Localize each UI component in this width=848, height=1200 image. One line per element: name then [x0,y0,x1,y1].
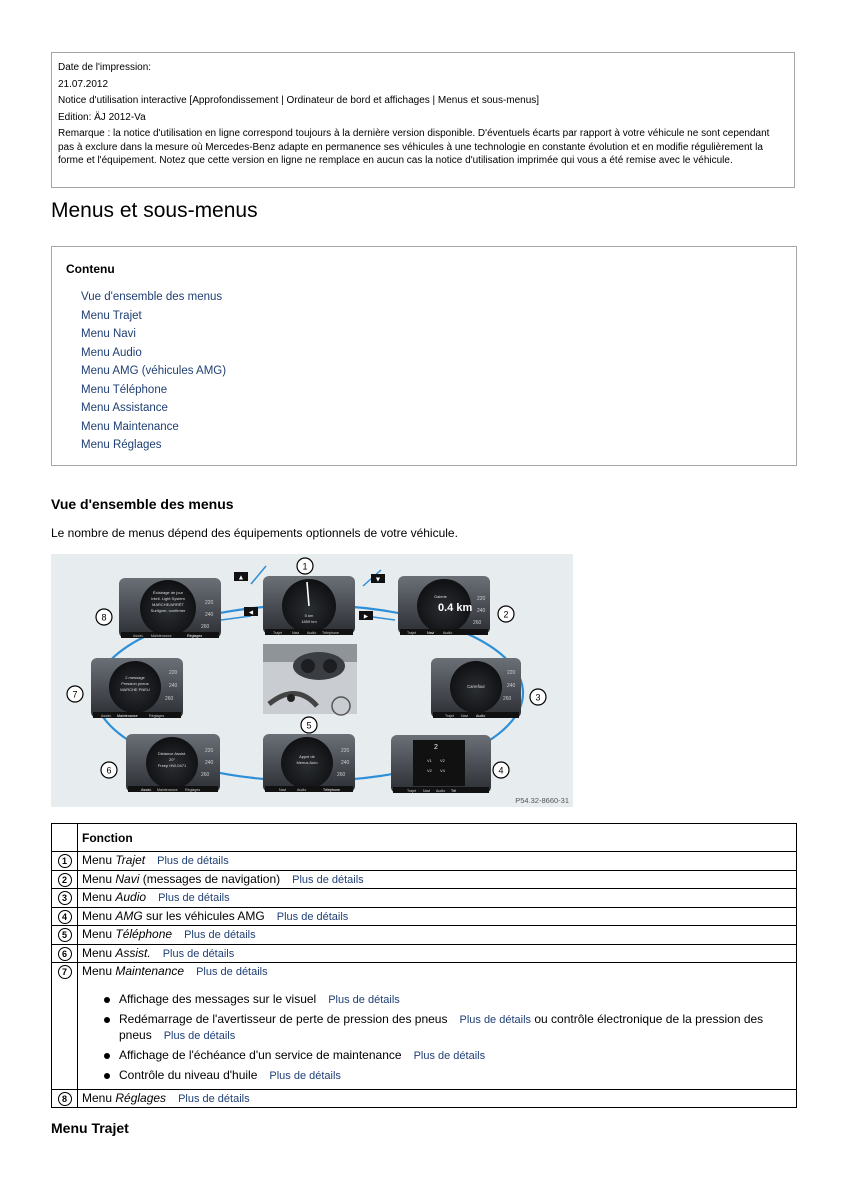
table-row [52,944,797,963]
toc-item [81,325,796,344]
print-info-box [51,52,795,188]
s7-tab-0: Assist. [101,714,112,718]
details-link-reglages[interactable]: Plus de détails [178,1092,250,1105]
toc-link-amg[interactable]: Menu AMG (véhicules AMG) [81,365,227,377]
row-menu-name: Audio [115,890,147,904]
s8-text-2: MARCHE/ARRÊT [151,602,185,607]
row-number: 5 [58,928,72,942]
toc-item [81,436,796,455]
row-prefix: Menu [82,945,116,960]
toc-link-trajet[interactable]: Menu Trajet [81,309,142,322]
table-row [52,907,797,926]
s8-text-3: Surligner, confirmer [150,608,186,613]
list-item [102,1048,792,1064]
toc-item [81,399,796,418]
list-item [102,992,792,1008]
row-number: 4 [58,910,72,924]
details-link-pressure-control[interactable]: Plus de détails [163,1029,236,1042]
s6-tab-1: Maintenance [157,788,178,792]
details-link-amg[interactable]: Plus de détails [276,910,349,923]
details-link-telephone[interactable]: Plus de détails [184,929,256,941]
s8-tick-2: 260 [201,624,210,630]
s5-tick-0: 220 [341,748,350,754]
toc-list [66,288,796,455]
details-link-trajet[interactable]: Plus de détails [157,855,229,867]
table-header-empty [52,824,78,852]
s2-tick-1: 240 [477,608,486,614]
s6-tab-0: Assist. [141,788,152,792]
table-row [52,852,797,871]
s7-tick-0: 220 [169,670,178,676]
details-link-service[interactable]: Plus de détails [413,1049,486,1062]
details-link-navi[interactable]: Plus de détails [292,873,364,886]
edition: Edition: ÄJ 2012-Va [58,111,146,123]
callout-4: 4 [498,765,504,776]
s3-tab-0: Trajet [445,714,455,718]
s4-text-0: 2 [434,744,438,751]
s5-tab-1: Audio [297,788,307,792]
cluster-screen-telephone [263,734,355,792]
row-menu-name: Assist. [115,945,151,960]
print-date-label: Date de l'impression: [58,62,152,73]
s8-text-0: Éclairage de jour [152,590,184,595]
table-header-row [52,824,797,852]
details-link-oil[interactable]: Plus de détails [269,1069,341,1082]
row-number: 7 [58,965,72,979]
s2-tick-2: 260 [473,620,482,626]
row-number: 8 [58,1092,72,1106]
bullet-text: Affichage de l'échéance d'un service de maintenance [119,1047,402,1062]
s5-tab-2: Téléphone [323,788,340,792]
figure-caption: P54.32-8660-31 [515,796,569,805]
s4-text-1: V1 [427,758,432,763]
s3-text-0: Carrefour [467,684,485,689]
s1-tab-0: Trajet [273,631,283,635]
row-menu-name: Trajet [115,853,146,867]
s7-tab-2: Réglages [149,714,165,718]
cluster-screen-audio [431,658,521,718]
s7-tick-2: 260 [165,696,174,702]
page-title: Menus et sous-menus [51,199,258,222]
details-link-pressure-warning[interactable]: Plus de détails [459,1013,532,1026]
maintenance-bullet-list [82,992,792,1084]
row-prefix: Menu [82,1090,116,1105]
callout-5: 5 [306,720,312,731]
cluster-screen-navi [398,576,490,635]
s7-tick-1: 240 [169,683,178,689]
s7-text-0: 2 message [125,675,145,680]
row-number: 1 [58,854,72,868]
remark-text: Remarque : la notice d'utilisation en ligne correspond toujours à la dernière version disponible. D'éventuels écarts par rapport à votre véhicule ne sont cependant pas à exclure dans la mesure où Mercedes-Benz adapte en permanence ses véhicules à une technologie en constante évolution et en modifie régulièrement la forme et l'équipement. Notez que cette version en ligne ne remplace en aucun cas la notice d'utilisation imprimée qui vous a été remise avec le véhicule. [58,128,770,167]
table-header-fonction: Fonction [78,824,797,852]
callout-2: 2 [503,609,509,620]
s8-tab-2: Réglages [187,634,203,638]
toc-item [81,344,796,363]
cluster-screen-reglages [119,578,221,638]
s5-tick-1: 240 [341,760,350,766]
callout-3: 3 [535,692,541,703]
table-row [52,926,797,945]
toc-item [81,418,796,437]
toc-link-maintenance[interactable]: Menu Maintenance [81,420,179,433]
s3-tick-1: 240 [507,683,516,689]
arrow-up-icon: ▲ [237,574,245,582]
details-link-maintenance[interactable]: Plus de détails [196,966,268,978]
s8-tick-0: 220 [205,600,214,606]
details-link-audio[interactable]: Plus de détails [158,892,230,904]
toc-box [51,246,797,466]
s1-tab-1: Navi [292,631,300,635]
breadcrumb: Notice d'utilisation interactive [Approfondissement | Ordinateur de bord et affichages | Menus et sous-menus] [58,95,540,106]
print-date: 21.07.2012 [58,78,109,90]
s5-text-0: Appel de [299,754,315,759]
row-prefix: Menu [82,908,116,923]
row-suffix: sur les véhicules AMG [142,908,265,923]
arrow-down-icon: ▼ [374,576,382,584]
s3-tick-0: 220 [507,670,516,676]
s3-tick-2: 260 [503,696,512,702]
list-item [102,1068,792,1084]
s1-text-1: 1859 km [301,619,317,624]
s4-tab-3: Tél [451,789,456,793]
s6-tab-2: Réglages [185,788,201,792]
table-row [52,870,797,889]
callout-8: 8 [101,612,107,623]
s6-text-0: Distance Assist. [157,751,187,756]
s5-text-1: Menus Auto [296,760,318,765]
callout-6: 6 [106,765,112,776]
s5-tick-2: 260 [337,772,346,778]
s4-text-3: V2 [427,768,432,773]
s8-tab-1: Maintenance [151,634,172,638]
row-prefix: Menu [82,853,116,867]
s3-tab-2: Audio [476,714,486,718]
menu-overview-figure [51,554,573,807]
callout-1: 1 [302,561,308,572]
toc-item [81,307,796,326]
cluster-screen-assist [126,734,220,792]
s4-tab-0: Trajet [407,789,417,793]
s2-text-1: Galerie [434,594,447,599]
s4-text-4: V4 [440,768,445,773]
row-menu-name: AMG [115,908,143,923]
table-row [52,889,797,908]
s2-text-0: 0.4 km [438,602,473,614]
row-menu-name: Téléphone [115,927,173,941]
row-number: 2 [58,873,72,887]
s8-tick-1: 240 [205,612,214,618]
row-prefix: Menu [82,890,116,904]
s5-tab-0: Navi [279,788,287,792]
menu-trajet-heading: Menu Trajet [51,1120,129,1136]
cluster-screen-amg [391,735,491,793]
s7-text-2: MARCHE PNEU [120,687,150,692]
s1-text-0: 5 km [304,613,314,618]
s6-text-1: 20° [168,757,176,762]
row-menu-name: Navi [115,871,140,886]
cockpit-photo [263,644,357,715]
s6-tick-2: 260 [201,772,210,778]
row-prefix: Menu [82,927,116,941]
s6-tick-0: 220 [205,748,214,754]
cluster-screen-trajet [263,576,355,635]
s2-tab-1: Navi [427,631,435,635]
callout-7: 7 [72,689,78,700]
arrow-left-icon: ◄ [247,609,255,617]
table-row [52,963,797,1090]
toc-item [81,362,796,381]
toc-link-audio[interactable]: Menu Audio [81,346,142,359]
s1-tab-2: Audio [307,631,317,635]
s7-tab-1: Maintenance [117,714,138,718]
s7-text-1: Pression pneus [121,681,149,686]
s4-text-2: V2 [440,758,445,763]
toc-item [81,381,796,400]
s1-tab-3: Téléphone [322,631,339,635]
row-number: 3 [58,891,72,905]
bullet-text: Contrôle du niveau d'huile [119,1067,258,1082]
overview-heading: Vue d'ensemble des menus [51,496,234,512]
row-prefix: Menu [82,964,116,978]
details-link-assist[interactable]: Plus de détails [162,947,235,960]
overview-intro: Le nombre de menus dépend des équipements optionnels de votre véhicule. [51,526,458,540]
bullet-text: Affichage des messages sur le visuel [119,991,317,1006]
s8-text-1: Intell. Light System [151,596,185,601]
toc-link-overview[interactable]: Vue d'ensemble des menus [81,291,223,303]
s2-tick-0: 220 [477,596,486,602]
row-prefix: Menu [82,871,116,886]
list-item [102,1012,792,1044]
s6-text-2: Freep HW-0471 [157,763,187,768]
s6-tick-1: 240 [205,760,214,766]
toc-item [81,288,796,307]
row-number: 6 [58,947,72,961]
table-row [52,1089,797,1108]
toc-link-navi[interactable]: Menu Navi [81,328,136,340]
toc-title: Contenu [66,262,115,276]
row-suffix: (messages de navigation) [139,871,281,886]
s8-tab-0: Assist. [133,634,144,638]
arrow-right-icon: ► [362,613,370,621]
details-link-messages[interactable]: Plus de détails [328,993,400,1006]
bullet-text: Redémarrage de l'avertisseur de perte de pression des pneus [119,1011,448,1026]
row-menu-name: Réglages [115,1090,167,1105]
bullet-text-cont: ou contrôle électronique de la pression des pneus [119,1011,764,1042]
cluster-screen-maintenance [91,658,183,718]
s2-tab-2: Audio [443,631,453,635]
toc-link-telephone[interactable]: Menu Téléphone [81,383,168,396]
toc-link-assistance[interactable]: Menu Assistance [81,402,168,414]
s3-tab-1: Navi [461,714,469,718]
s4-tab-1: Navi [423,789,431,793]
s4-tab-2: Audio [436,789,446,793]
menu-overview-diagram [51,554,573,807]
s2-tab-0: Trajet [407,631,417,635]
function-table [51,823,797,1108]
row-menu-name: Maintenance [115,964,185,978]
toc-link-reglages[interactable]: Menu Réglages [81,439,162,451]
